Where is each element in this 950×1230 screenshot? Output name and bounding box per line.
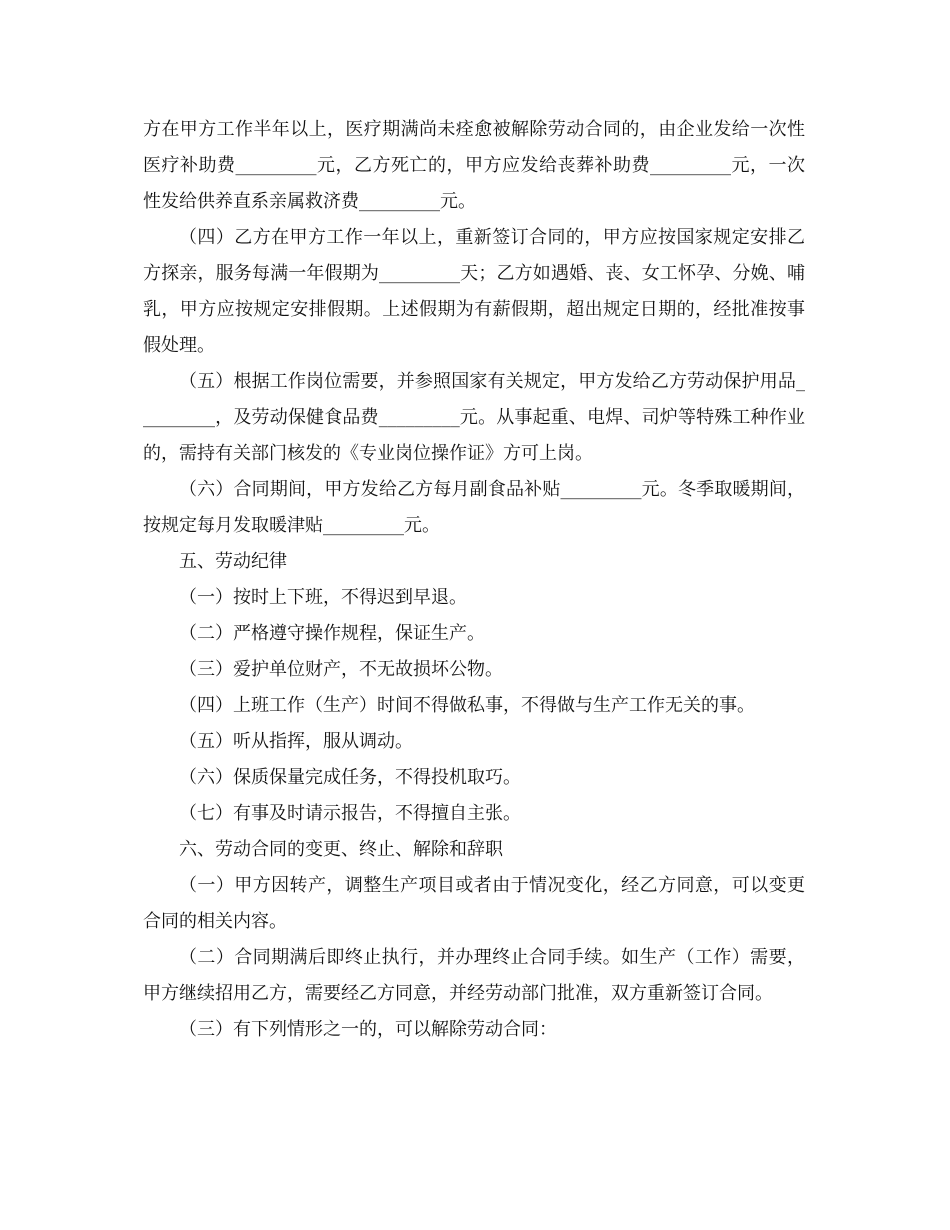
list-item: （一）按时上下班，不得迟到早退。 [179, 587, 467, 608]
list-item: （四）上班工作（生产）时间不得做私事，不得做与生产工作无关的事。 [179, 695, 755, 716]
section-heading-contract-changes: 六、劳动合同的变更、终止、解除和辞职 [179, 839, 503, 860]
paragraph-16: （三）有下列情形之一的，可以解除劳动合同： [179, 1019, 557, 1040]
paragraph-2: （四）乙方在甲方工作一年以上，重新签订合同的，甲方应按国家规定安排乙方探亲，服务每满一年假期为_________天；乙方如遇婚、丧、女工怀孕、分娩、哺乳，甲方应按规定安排假期。上述假期为有薪假期，超出规定日期的，经批准按事假处理。 [143, 227, 805, 356]
section-heading-labor-discipline: 五、劳动纪律 [179, 551, 287, 572]
list-item: （七）有事及时请示报告，不得擅自主张。 [179, 803, 521, 824]
list-item: （二）严格遵守操作规程，保证生产。 [179, 623, 485, 644]
paragraph-1: 方在甲方工作半年以上，医疗期满尚未痊愈被解除劳动合同的，由企业发给一次性医疗补助费_________元，乙方死亡的，甲方应发给丧葬补助费_________元，一次性发给供养直系亲属救济费_________元。 [143, 119, 805, 212]
list-item: （六）保质保量完成任务，不得投机取巧。 [179, 767, 521, 788]
document-body [143, 112, 805, 1048]
list-item: （三）爱护单位财产，不无故损坏公物。 [179, 659, 503, 680]
paragraph-3: （五）根据工作岗位需要，并参照国家有关规定，甲方发给乙方劳动保护用品_________，及劳动保健食品费_________元。从事起重、电焊、司炉等特殊工种作业的，需持有关部门核发的《专业岗位操作证》方可上岗。 [143, 371, 805, 464]
paragraph-14: （一）甲方因转产，调整生产项目或者由于情况变化，经乙方同意，可以变更合同的相关内容。 [143, 875, 805, 932]
list-item: （五）听从指挥，服从调动。 [179, 731, 413, 752]
paragraph-15: （二）合同期满后即终止执行，并办理终止合同手续。如生产（工作）需要，甲方继续招用乙方，需要经乙方同意，并经劳动部门批准，双方重新签订合同。 [143, 947, 805, 1004]
paragraph-4: （六）合同期间，甲方发给乙方每月副食品补贴_________元。冬季取暖期间，按规定每月发取暖津贴_________元。 [143, 479, 805, 536]
